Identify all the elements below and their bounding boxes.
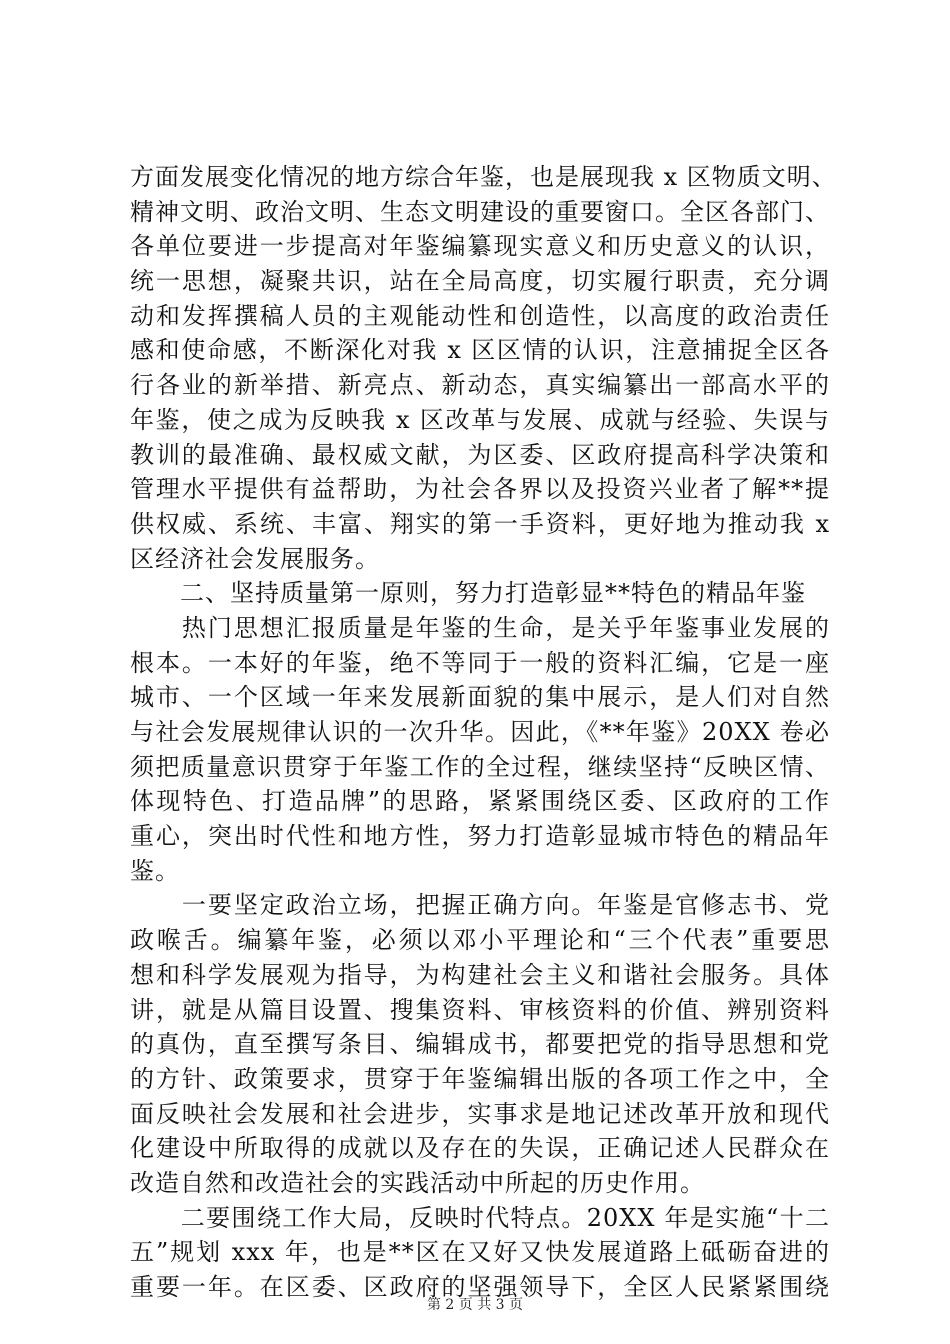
text-line: 鉴。: [130, 856, 180, 885]
section-heading: 二、坚持质量第一原则，努力打造彰显**特色的精品年鉴: [130, 579, 806, 608]
page-number-footer: 第 2 页 共 3 页: [426, 1297, 524, 1313]
text-line: 面反映社会发展和社会进步，实事求是地记述改革开放和现代: [130, 1099, 830, 1128]
text-line: 改造自然和改造社会的实践活动中所起的历史作用。: [130, 1168, 705, 1197]
text-line: 行各业的新举措、新亮点、新动态，真实编纂出一部高水平的: [130, 371, 830, 400]
text-line: 想和科学发展观为指导，为构建社会主义和谐社会服务。具体: [130, 960, 830, 989]
text-line: 重要一年。在区委、区政府的坚强领导下，全区人民紧紧围绕: [130, 1273, 830, 1301]
text-line: 根本。一本好的年鉴，绝不等同于一般的资料汇编，它是一座: [130, 648, 830, 677]
text-line: 五”规划 xxx 年，也是**区在又好又快发展道路上砥砺奋进的: [130, 1238, 830, 1267]
text-line: 各单位要进一步提高对年鉴编纂现实意义和历史意义的认识，: [130, 232, 830, 261]
text-line: 体现特色、打造品牌”的思路，紧紧围绕区委、区政府的工作: [130, 787, 830, 816]
text-line: 化建设中所取得的成就以及存在的失误，正确记述人民群众在: [130, 1134, 830, 1163]
text-line: 教训的最准确、最权威文献，为区委、区政府提高科学决策和: [130, 440, 830, 469]
text-line: 重心，突出时代性和地方性，努力打造彰显城市特色的精品年: [130, 822, 830, 851]
text-line: 政喉舌。编纂年鉴，必须以邓小平理论和“三个代表”重要思: [130, 926, 830, 955]
text-line: 热门思想汇报质量是年鉴的生命，是关乎年鉴事业发展的: [130, 613, 830, 642]
text-line: 区经济社会发展服务。: [130, 544, 380, 573]
text-line: 供权威、系统、丰富、翔实的第一手资料，更好地为推动我 x: [130, 509, 830, 538]
text-line: 精神文明、政治文明、生态文明建设的重要窗口。全区各部门、: [130, 197, 830, 226]
text-line: 讲，就是从篇目设置、搜集资料、审核资料的价值、辨别资料: [130, 995, 830, 1024]
text-line: 城市、一个区域一年来发展新面貌的集中展示，是人们对自然: [130, 683, 830, 712]
text-line: 一要坚定政治立场，把握正确方向。年鉴是官修志书、党: [130, 891, 830, 920]
text-line: 的真伪，直至撰写条目、编辑成书，都要把党的指导思想和党: [130, 1030, 830, 1059]
text-line: 感和使命感，不断深化对我 x 区区情的认识，注意捕捉全区各: [130, 336, 830, 365]
body-text: [130, 160, 837, 1305]
text-line: 管理水平提供有益帮助，为社会各界以及投资兴业者了解**提: [130, 475, 830, 504]
text-line: 的方针、政策要求，贯穿于年鉴编辑出版的各项工作之中，全: [130, 1064, 830, 1093]
text-line: 与社会发展规律认识的一次升华。因此，《**年鉴》20XX 卷必: [130, 718, 830, 746]
text-line: 年鉴，使之成为反映我 x 区改革与发展、成就与经验、失误与: [130, 405, 830, 434]
text-line: 须把质量意识贯穿于年鉴工作的全过程，继续坚持“反映区情、: [130, 752, 830, 781]
text-line: 统一思想，凝聚共识，站在全局高度，切实履行职责，充分调: [130, 267, 830, 296]
text-line: 二要围绕工作大局，反映时代特点。20XX 年是实施“十二: [130, 1203, 830, 1232]
text-line: 方面发展变化情况的地方综合年鉴，也是展现我 x 区物质文明、: [130, 163, 837, 191]
text-line: 动和发挥撰稿人员的主观能动性和创造性，以高度的政治责任: [130, 301, 830, 330]
